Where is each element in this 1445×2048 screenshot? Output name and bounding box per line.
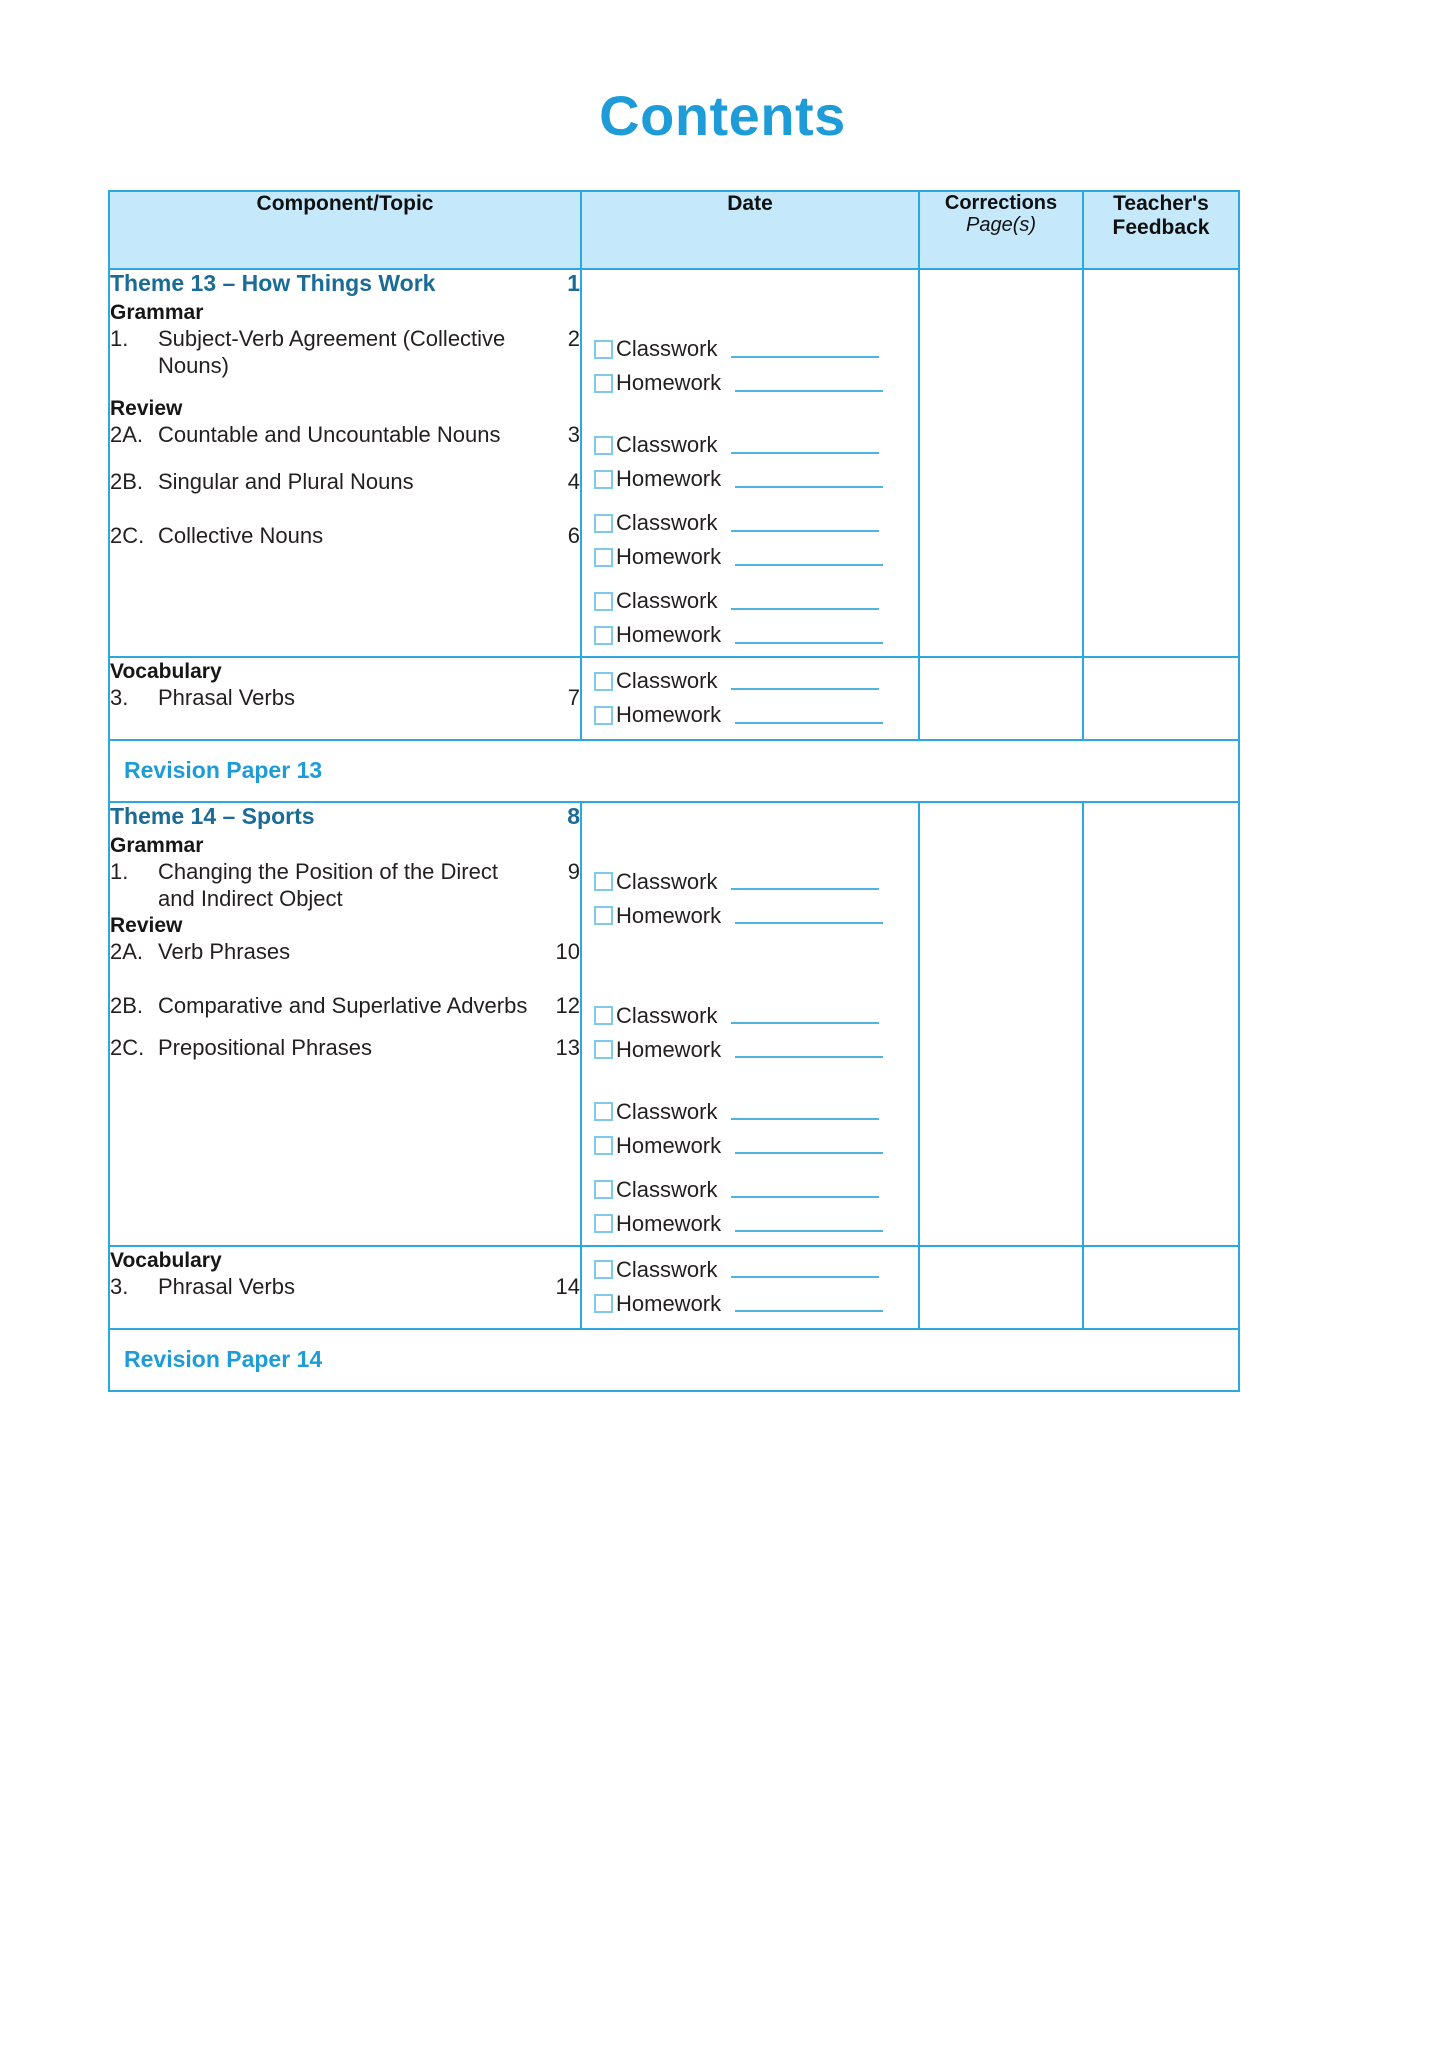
checkbox-icon[interactable] <box>594 1006 613 1025</box>
classwork-row[interactable] <box>594 668 902 694</box>
subsection-grammar-14: Grammar <box>110 833 204 857</box>
classwork-row[interactable] <box>594 1257 902 1283</box>
classwork-row[interactable] <box>594 588 902 614</box>
item-page: 3 <box>567 421 580 447</box>
corrections-label: Corrections <box>944 192 1058 214</box>
classwork-label: Classwork <box>616 336 718 361</box>
list-item <box>110 859 580 913</box>
subsection-grammar-13: Grammar <box>110 301 204 324</box>
table-row <box>109 1246 1239 1329</box>
classwork-label: Classwork <box>616 510 718 535</box>
item-title: Phrasal Verbs <box>158 1273 295 1299</box>
table-row <box>109 657 1239 740</box>
revision-paper-label: Revision Paper 14 <box>124 1346 323 1373</box>
item-title: Countable and Uncountable Nouns <box>158 421 501 447</box>
homework-row[interactable] <box>594 702 902 728</box>
checkbox-icon[interactable] <box>594 1260 613 1279</box>
date-write-line[interactable] <box>731 673 879 690</box>
item-page: 10 <box>555 939 580 965</box>
contents-table <box>108 190 1240 1392</box>
revision-paper-row-13 <box>109 740 1239 802</box>
item-title: Changing the Position of the Direct and Indirect Object <box>158 858 498 911</box>
item-number: 2B. <box>110 469 144 495</box>
theme-title: Theme 14 – Sports <box>110 802 315 829</box>
date-write-line[interactable] <box>731 341 879 358</box>
list-item <box>110 993 580 1020</box>
checkbox-icon[interactable] <box>594 1294 613 1313</box>
date-cell-vocabulary-13 <box>581 657 919 740</box>
table-of-contents <box>108 190 1238 1392</box>
classwork-label: Classwork <box>616 1098 718 1124</box>
checkbox-icon[interactable] <box>594 374 613 393</box>
column-header-feedback: Teacher's Feedback <box>1083 191 1239 269</box>
checkbox-icon[interactable] <box>594 1040 613 1059</box>
item-title: Comparative and Superlative Adverbs <box>158 993 528 1019</box>
homework-row[interactable] <box>594 466 902 492</box>
item-title: Collective Nouns <box>158 523 324 549</box>
feedback-cell[interactable] <box>1083 657 1239 740</box>
item-number: 3. <box>110 1273 129 1299</box>
checkbox-icon[interactable] <box>594 548 613 567</box>
item-number: 2A. <box>110 421 144 447</box>
subsection-vocabulary-14: Vocabulary <box>110 1248 222 1272</box>
date-write-line[interactable] <box>735 471 883 488</box>
table-row-revision <box>109 1329 1239 1391</box>
checkbox-icon[interactable] <box>594 1102 613 1121</box>
item-number: 2A. <box>110 939 144 965</box>
page-title: Contents <box>599 84 846 147</box>
item-number: 1. <box>110 326 129 351</box>
date-group <box>582 993 918 1071</box>
list-item <box>110 523 580 550</box>
corrections-cell[interactable] <box>919 1246 1083 1329</box>
item-title: Verb Phrases <box>158 939 291 965</box>
list-item <box>110 685 580 712</box>
homework-label: Homework <box>616 702 722 727</box>
topic-cell-theme14 <box>109 802 581 1246</box>
classwork-row[interactable] <box>594 336 902 362</box>
checkbox-icon[interactable] <box>594 1136 613 1155</box>
item-page: 14 <box>555 1273 580 1299</box>
date-write-line[interactable] <box>735 549 883 566</box>
date-write-line[interactable] <box>731 1181 879 1198</box>
feedback-cell[interactable] <box>1083 269 1239 657</box>
table-row-revision <box>109 740 1239 802</box>
date-cell-theme14 <box>581 802 919 1246</box>
homework-label: Homework <box>616 1210 722 1236</box>
classwork-label: Classwork <box>616 1256 718 1282</box>
subsection-review-13: Review <box>110 396 183 420</box>
checkbox-icon[interactable] <box>594 872 613 891</box>
theme-title: Theme 13 – How Things Work <box>110 270 436 296</box>
list-item <box>110 939 580 966</box>
revision-paper-label: Revision Paper 13 <box>124 757 323 784</box>
classwork-row[interactable] <box>594 510 902 536</box>
item-number: 1. <box>110 858 129 884</box>
subsection-vocabulary-13: Vocabulary <box>110 660 222 683</box>
homework-label: Homework <box>616 1290 722 1316</box>
item-page: 4 <box>567 469 580 495</box>
theme-heading-14 <box>110 803 580 830</box>
date-group <box>582 1167 918 1245</box>
checkbox-icon[interactable] <box>594 436 613 455</box>
corrections-sublabel: Page(s) <box>965 214 1037 237</box>
theme-heading-13 <box>110 270 580 297</box>
list-item <box>110 469 580 496</box>
item-title: Singular and Plural Nouns <box>158 469 414 495</box>
item-page: 6 <box>567 523 580 549</box>
date-group <box>582 578 918 656</box>
classwork-row[interactable] <box>594 1099 902 1125</box>
checkbox-icon[interactable] <box>594 470 613 489</box>
item-page: 2 <box>567 326 580 351</box>
classwork-label: Classwork <box>616 868 718 894</box>
date-write-line[interactable] <box>731 437 879 454</box>
checkbox-icon[interactable] <box>594 514 613 533</box>
item-page: 12 <box>555 993 580 1019</box>
checkbox-icon[interactable] <box>594 340 613 359</box>
date-group <box>582 859 918 937</box>
corrections-cell[interactable] <box>919 269 1083 657</box>
topic-cell-vocabulary-13 <box>109 657 581 740</box>
item-page: 13 <box>555 1035 580 1061</box>
topic-cell-vocabulary-14 <box>109 1246 581 1329</box>
list-item <box>110 1035 580 1062</box>
homework-row[interactable] <box>594 1133 902 1159</box>
homework-row[interactable] <box>594 544 902 570</box>
checkbox-icon[interactable] <box>594 906 613 925</box>
homework-row[interactable] <box>594 1037 902 1063</box>
checkbox-icon[interactable] <box>594 706 613 725</box>
date-write-line[interactable] <box>735 627 883 644</box>
date-group <box>582 500 918 578</box>
homework-label: Homework <box>616 1036 722 1062</box>
date-write-line[interactable] <box>735 1041 883 1058</box>
classwork-row[interactable] <box>594 1003 902 1029</box>
date-write-line[interactable] <box>731 1007 879 1024</box>
classwork-label: Classwork <box>616 588 718 613</box>
homework-label: Homework <box>616 370 722 395</box>
date-write-line[interactable] <box>731 1261 879 1278</box>
table-header-row <box>109 191 1239 269</box>
date-group <box>582 658 918 736</box>
homework-row[interactable] <box>594 622 902 648</box>
theme-page: 1 <box>567 270 580 296</box>
classwork-label: Classwork <box>616 668 718 693</box>
list-item <box>110 422 580 449</box>
classwork-label: Classwork <box>616 1002 718 1028</box>
item-number: 2B. <box>110 993 144 1019</box>
date-write-line[interactable] <box>735 707 883 724</box>
column-header-topic: Component/Topic <box>109 191 581 269</box>
item-number: 2C. <box>110 523 145 549</box>
column-header-corrections <box>919 191 1083 269</box>
homework-label: Homework <box>616 902 722 928</box>
list-item <box>110 326 580 380</box>
checkbox-icon[interactable] <box>594 672 613 691</box>
homework-row[interactable] <box>594 1291 902 1317</box>
homework-label: Homework <box>616 544 722 569</box>
date-write-line[interactable] <box>735 1295 883 1312</box>
topic-cell-theme13 <box>109 269 581 657</box>
subsection-review-14: Review <box>110 914 183 938</box>
date-write-line[interactable] <box>731 515 879 532</box>
homework-label: Homework <box>616 466 722 491</box>
list-item <box>110 1274 580 1301</box>
feedback-cell[interactable] <box>1083 802 1239 1246</box>
revision-paper-row-14 <box>109 1329 1239 1391</box>
date-write-line[interactable] <box>735 1215 883 1232</box>
date-group <box>582 422 918 500</box>
item-page: 7 <box>567 685 580 710</box>
item-number: 2C. <box>110 1035 145 1061</box>
classwork-row[interactable] <box>594 1177 902 1203</box>
homework-row[interactable] <box>594 903 902 929</box>
date-cell-vocabulary-14 <box>581 1246 919 1329</box>
column-header-date: Date <box>581 191 919 269</box>
date-group <box>582 1089 918 1167</box>
corrections-cell[interactable] <box>919 802 1083 1246</box>
date-group <box>582 1247 918 1325</box>
item-page: 9 <box>567 858 580 884</box>
checkbox-icon[interactable] <box>594 626 613 645</box>
checkbox-icon[interactable] <box>594 1180 613 1199</box>
classwork-row[interactable] <box>594 869 902 895</box>
homework-row[interactable] <box>594 370 902 396</box>
classwork-row[interactable] <box>594 432 902 458</box>
date-write-line[interactable] <box>735 1137 883 1154</box>
classwork-label: Classwork <box>616 432 718 457</box>
table-row <box>109 802 1239 1246</box>
date-write-line[interactable] <box>735 375 883 392</box>
date-write-line[interactable] <box>731 873 879 890</box>
date-cell-theme13 <box>581 269 919 657</box>
item-title: Phrasal Verbs <box>158 685 295 710</box>
homework-row[interactable] <box>594 1211 902 1237</box>
date-group <box>582 326 918 404</box>
theme-page: 8 <box>567 802 580 829</box>
date-write-line[interactable] <box>731 1103 879 1120</box>
checkbox-icon[interactable] <box>594 1214 613 1233</box>
date-write-line[interactable] <box>735 907 883 924</box>
item-number: 3. <box>110 685 129 710</box>
item-title: Subject-Verb Agreement (Collective Nouns) <box>158 326 506 378</box>
feedback-cell[interactable] <box>1083 1246 1239 1329</box>
item-title: Prepositional Phrases <box>158 1035 373 1061</box>
classwork-label: Classwork <box>616 1176 718 1202</box>
table-row <box>109 269 1239 657</box>
corrections-cell[interactable] <box>919 657 1083 740</box>
homework-label: Homework <box>616 1132 722 1158</box>
checkbox-icon[interactable] <box>594 592 613 611</box>
homework-label: Homework <box>616 622 722 647</box>
date-write-line[interactable] <box>731 593 879 610</box>
